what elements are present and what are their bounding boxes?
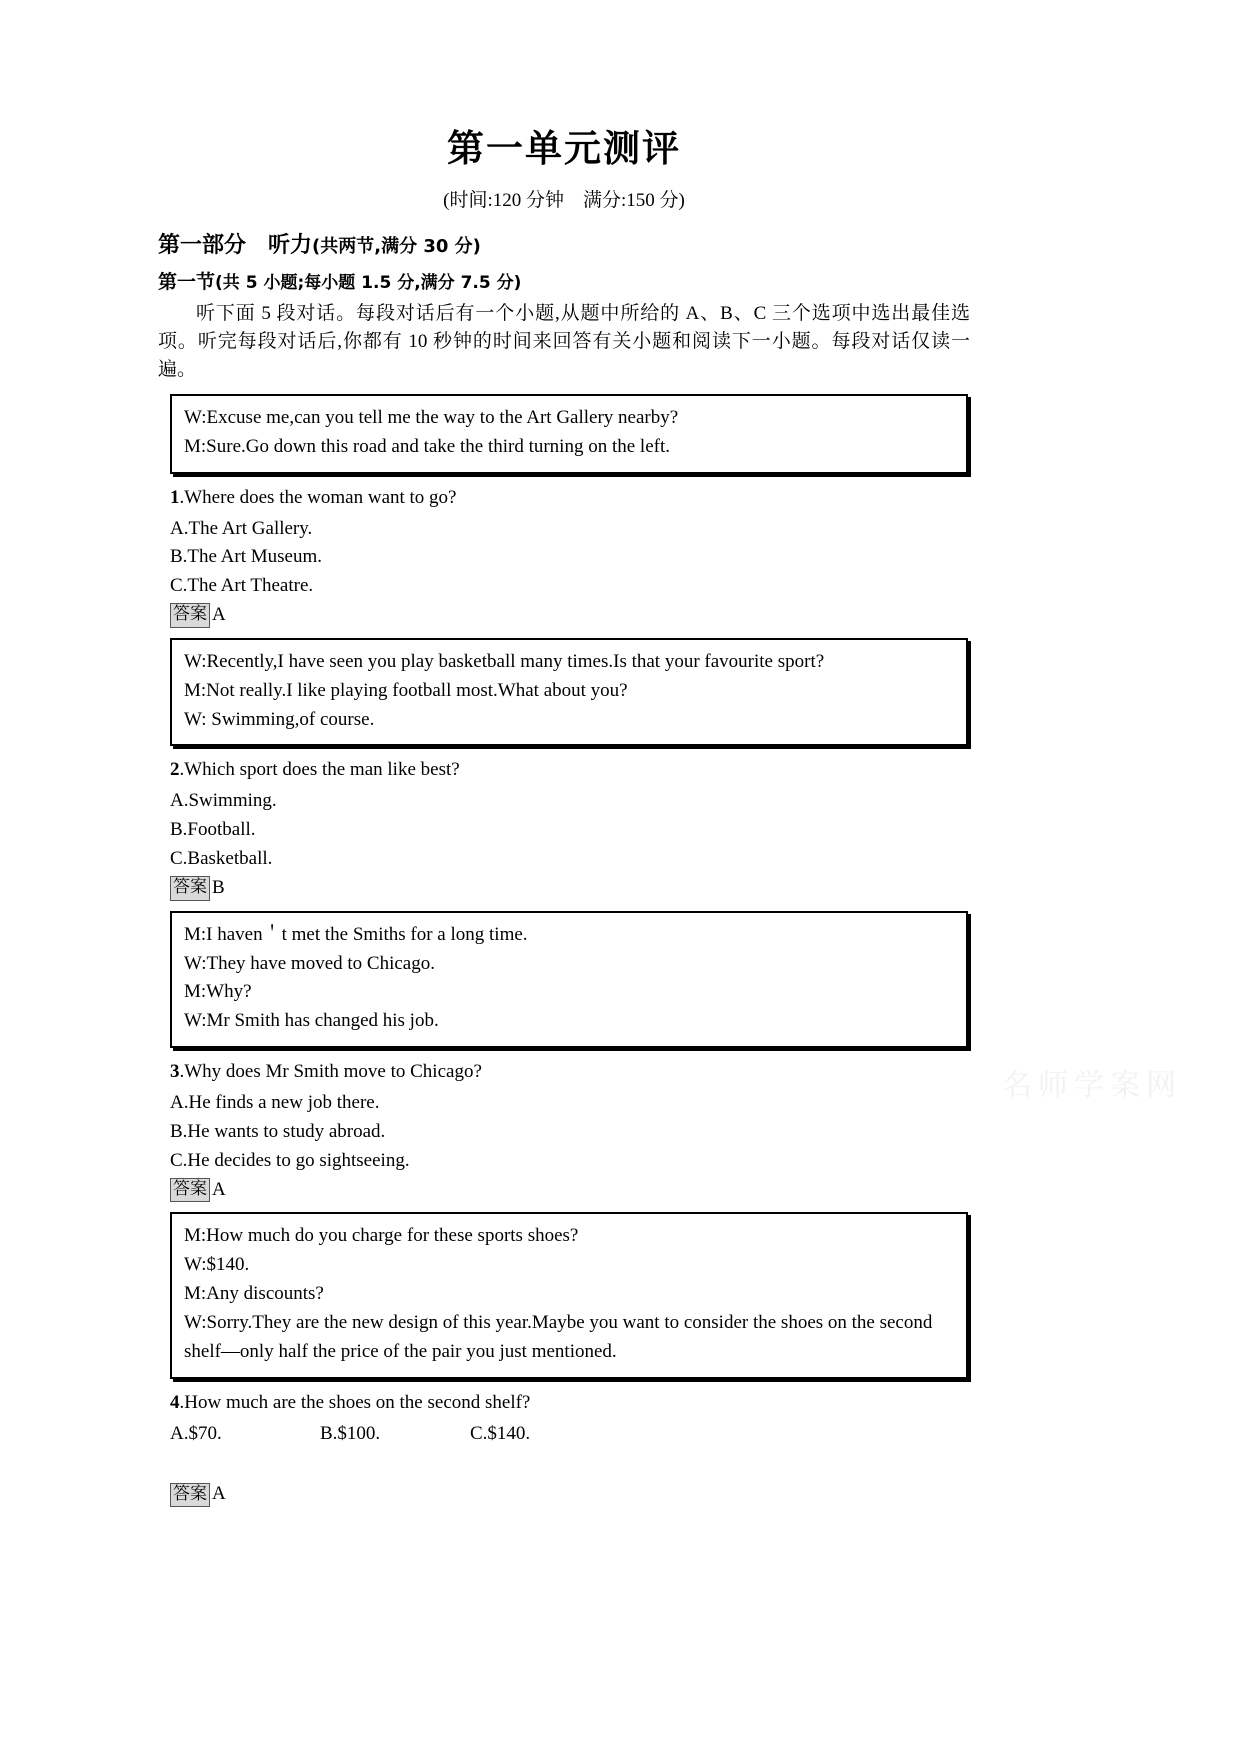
- dialogue-line: M:Not really.I like playing football most.What about you?: [184, 679, 628, 701]
- question-option[interactable]: B.Football.: [170, 819, 256, 841]
- question-options-inline: [170, 1420, 970, 1449]
- dialogue-line: M:How much do you charge for these sports shoes?: [184, 1225, 579, 1247]
- section-one-heading-detail: (共 5 小题;每小题 1.5 分,满分 7.5 分): [215, 272, 522, 293]
- question-option[interactable]: B.He wants to study abroad.: [170, 1120, 386, 1142]
- question-option[interactable]: C.$140.: [470, 1422, 531, 1444]
- answer-row: [170, 1178, 970, 1203]
- question-stem: [170, 1058, 970, 1087]
- question-option[interactable]: A.Swimming.: [170, 790, 277, 812]
- dialogue-line: M:I haven＇t met the Smiths for a long time.: [184, 923, 528, 945]
- exam-meta-subtitle: (时间:120 分钟 满分:150 分): [443, 189, 685, 211]
- question-option[interactable]: C.Basketball.: [170, 848, 273, 870]
- part-one-heading: [158, 228, 970, 259]
- dialogue-line: W:Sorry.They are the new design of this year.Maybe you want to consider the shoes on the second shelf—only half the price of the pair you just mentioned.: [184, 1311, 933, 1362]
- answer-letter: A: [212, 1483, 226, 1505]
- question-block: [170, 756, 970, 900]
- dialogue-box: [170, 394, 968, 474]
- dialogue-box: [170, 638, 968, 747]
- question-option[interactable]: A.The Art Gallery.: [170, 517, 313, 539]
- section-one-directions: 听下面 5 段对话。每段对话后有一个小题,从题中所给的 A、B、C 三个选项中选出最佳选项。听完每段对话后,你都有 10 秒钟的时间来回答有关小题和阅读下一小题。每段对话仅读一遍。: [158, 302, 970, 380]
- question-stem: [170, 756, 970, 785]
- question-text: .Why does Mr Smith move to Chicago?: [179, 1061, 482, 1083]
- question-option[interactable]: B.$100.: [320, 1422, 381, 1444]
- question-stem: [170, 1389, 970, 1418]
- question-number: 3: [170, 1061, 180, 1083]
- question-option[interactable]: A.He finds a new job there.: [170, 1092, 380, 1113]
- watermark-text: 名师学案网: [1002, 1068, 1182, 1103]
- dialogue-box: [170, 911, 968, 1049]
- dialogue-line: M:Sure.Go down this road and take the third turning on the left.: [184, 435, 670, 457]
- part-one-heading-detail: (共两节,满分 30 分): [312, 235, 481, 257]
- question-option[interactable]: B.The Art Museum.: [170, 546, 322, 568]
- answer-badge: 答案: [170, 1178, 210, 1203]
- question-number: 1: [170, 486, 180, 508]
- answer-letter: A: [212, 1178, 226, 1200]
- answer-letter: B: [212, 876, 225, 898]
- part-one-heading-main: 第一部分 听力: [158, 232, 313, 258]
- dialogue-line: W:$140.: [184, 1254, 250, 1276]
- dialogue-line: W:Mr Smith has changed his job.: [184, 1010, 439, 1032]
- page-title: 第一单元测评: [447, 127, 681, 170]
- dialogue-line: W:They have moved to Chicago.: [184, 952, 435, 974]
- question-text: .How much are the shoes on the second shelf?: [179, 1391, 531, 1413]
- answer-badge: 答案: [170, 1483, 210, 1508]
- dialogue-box: [170, 1212, 968, 1378]
- dialogue-line: W:Excuse me,can you tell me the way to the Art Gallery nearby?: [184, 406, 679, 428]
- answer-row: [170, 1482, 970, 1507]
- question-stem: [170, 484, 970, 513]
- dialogue-line: W:Recently,I have seen you play basketball many times.Is that your favourite sport?: [184, 650, 825, 672]
- question-option[interactable]: C.The Art Theatre.: [170, 575, 314, 597]
- question-number: 4: [170, 1391, 180, 1413]
- answer-row: [170, 876, 970, 901]
- question-block: [170, 1058, 970, 1202]
- dialogue-line: W: Swimming,of course.: [184, 708, 375, 730]
- question-block: [170, 484, 970, 628]
- question-block: [170, 1389, 970, 1507]
- section-one-heading: [158, 267, 970, 294]
- page-content: [158, 128, 970, 1507]
- dialogue-line: M:Any discounts?: [184, 1283, 324, 1305]
- dialogue-line: M:Why?: [184, 981, 252, 1003]
- answer-letter: A: [212, 604, 226, 626]
- answer-badge: 答案: [170, 603, 210, 628]
- section-one-heading-main: 第一节: [158, 270, 216, 293]
- answer-badge: 答案: [170, 876, 210, 901]
- question-option[interactable]: C.He decides to go sightseeing.: [170, 1149, 410, 1171]
- question-option[interactable]: A.$70.: [170, 1422, 222, 1444]
- question-text: .Where does the woman want to go?: [179, 486, 457, 508]
- answer-row: [170, 603, 970, 628]
- question-text: .Which sport does the man like best?: [179, 759, 460, 781]
- question-number: 2: [170, 759, 180, 781]
